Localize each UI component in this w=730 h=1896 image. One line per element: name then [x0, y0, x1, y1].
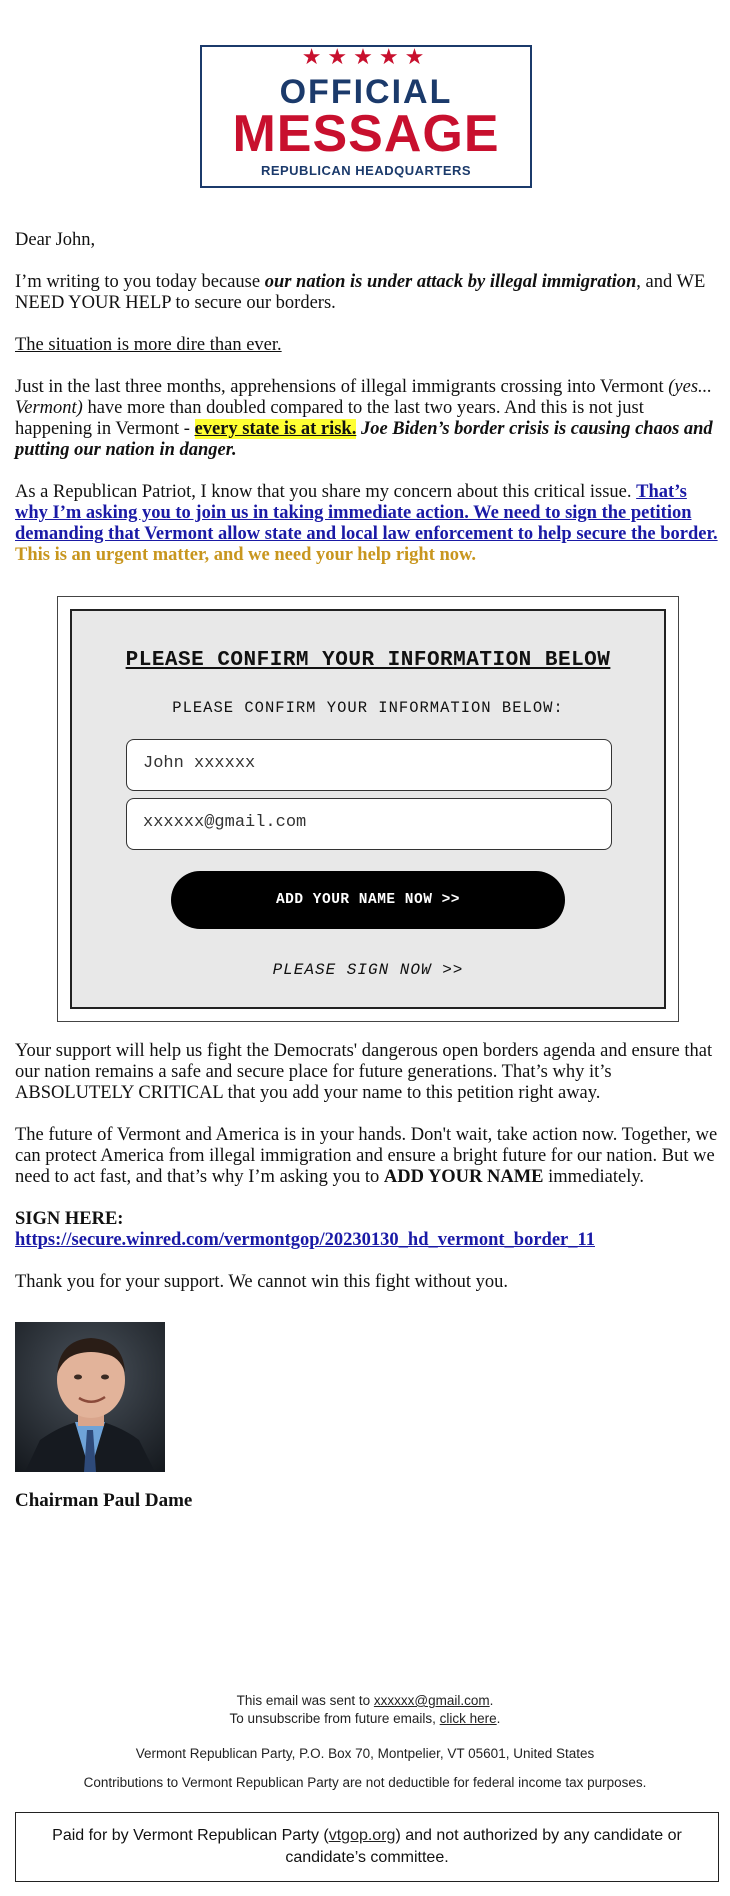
patriot-text: As a Republican Patriot, I know that you share my concern about this critical issue.	[15, 482, 637, 502]
apprehensions-text: Just in the last three months, apprehensions of illegal immigrants crossing into Vermont	[15, 377, 669, 397]
greeting: Dear John,	[15, 230, 96, 250]
form-title: PLEASE CONFIRM YOUR INFORMATION BELOW	[125, 649, 611, 672]
footer-unsubscribe	[0, 1711, 730, 1726]
paragraph-apprehensions	[15, 377, 720, 461]
unsubscribe-prefix: To unsubscribe from future emails,	[229, 1711, 440, 1726]
unsubscribe-link[interactable]: click here	[439, 1711, 497, 1726]
letter-body	[15, 230, 720, 587]
signature: Chairman Paul Dame	[15, 1490, 193, 1511]
future-text: The future of Vermont and America is in your hands. Don't wait, take action now. Together, we can protect America from illegal immigration and ensure a bright future for our nation. But we need to act fast, and that’s why I’m asking you to	[15, 1125, 718, 1187]
unsubscribe-suffix: .	[496, 1711, 501, 1726]
footer-address: Vermont Republican Party, P.O. Box 70, Montpelier, VT 05601, United States	[135, 1746, 595, 1761]
confirm-form-inner	[70, 609, 666, 1009]
paid-text-end: ) and not authorized by any candidate or candidate’s committee.	[285, 1827, 682, 1866]
paragraph-patriot	[15, 482, 720, 566]
apprehensions-text-2: have more than doubled compared to the last two years. And this is not just happening in Vermont -	[15, 398, 644, 439]
confirm-form-box	[57, 596, 679, 1022]
sent-prefix: This email was sent to	[236, 1693, 374, 1708]
paid-text: Paid for by Vermont Republican Party (	[52, 1827, 329, 1844]
footer-sent-to	[0, 1693, 730, 1708]
logo-message-text: MESSAGE	[232, 105, 500, 163]
logo-headquarters-text: REPUBLICAN HEADQUARTERS	[260, 163, 472, 178]
logo-official-text: OFFICIAL	[279, 73, 453, 111]
sent-suffix: .	[489, 1693, 494, 1708]
intro-text: I’m writing to you today because	[15, 272, 265, 292]
add-your-name-button[interactable]: ADD YOUR NAME NOW >>	[171, 871, 565, 929]
paragraph-support: Your support will help us fight the Democrats' dangerous open borders agenda and ensure that our nation remains a safe and secure place for future generations. That’s why it’s ABSOLUTELY CRITICAL that you add your name to this petition right away.	[15, 1041, 713, 1103]
intro-text-end: , and WE NEED YOUR HELP to secure our borders.	[15, 272, 706, 313]
stars-icon: ★★★★★	[301, 45, 431, 70]
please-sign-now-link[interactable]: PLEASE SIGN NOW >>	[272, 961, 464, 979]
paragraph-dire: The situation is more dire than ever.	[15, 335, 282, 355]
thanks-text: Thank you for your support. We cannot win this fight without you.	[15, 1272, 508, 1292]
sign-here-block	[15, 1209, 725, 1251]
paragraph-intro	[15, 272, 720, 314]
urgent-text: This is an urgent matter, and we need your help right now.	[15, 545, 477, 565]
future-text-end: immediately.	[543, 1167, 645, 1187]
name-field[interactable]: John xxxxxx	[126, 739, 612, 791]
recipient-email-link[interactable]: xxxxxx@gmail.com	[373, 1693, 490, 1708]
apprehensions-aside: (yes... Vermont)	[15, 377, 712, 418]
highlighted-risk-text: every state is at risk.	[194, 419, 357, 439]
letter-body-continued	[15, 1041, 725, 1314]
form-subtitle: PLEASE CONFIRM YOUR INFORMATION BELOW:	[172, 699, 564, 717]
intro-emphasis: our nation is under attack by illegal immigration	[264, 272, 637, 292]
official-message-logo	[200, 45, 532, 188]
petition-link[interactable]: That’s why I’m asking you to join us in taking immediate action. We need to sign the petition demanding that Vermont allow state and local law enforcement to help secure the border.	[15, 482, 718, 544]
vtgop-link[interactable]: vtgop.org	[328, 1827, 396, 1844]
email-field[interactable]: xxxxxx@gmail.com	[126, 798, 612, 850]
add-your-name-emphasis: ADD YOUR NAME	[383, 1167, 544, 1187]
chairman-photo	[15, 1322, 165, 1472]
paragraph-future	[15, 1125, 725, 1188]
sign-here-label: SIGN HERE:	[15, 1209, 124, 1229]
crisis-emphasis: Joe Biden’s border crisis is causing chaos and putting our nation in danger.	[15, 419, 713, 460]
paid-for-box	[15, 1812, 719, 1882]
portrait-image	[15, 1322, 165, 1472]
footer-contributions: Contributions to Vermont Republican Party are not deductible for federal income tax purposes.	[83, 1775, 647, 1790]
sign-here-link[interactable]: https://secure.winred.com/vermontgop/20230130_hd_vermont_border_11	[15, 1230, 595, 1250]
